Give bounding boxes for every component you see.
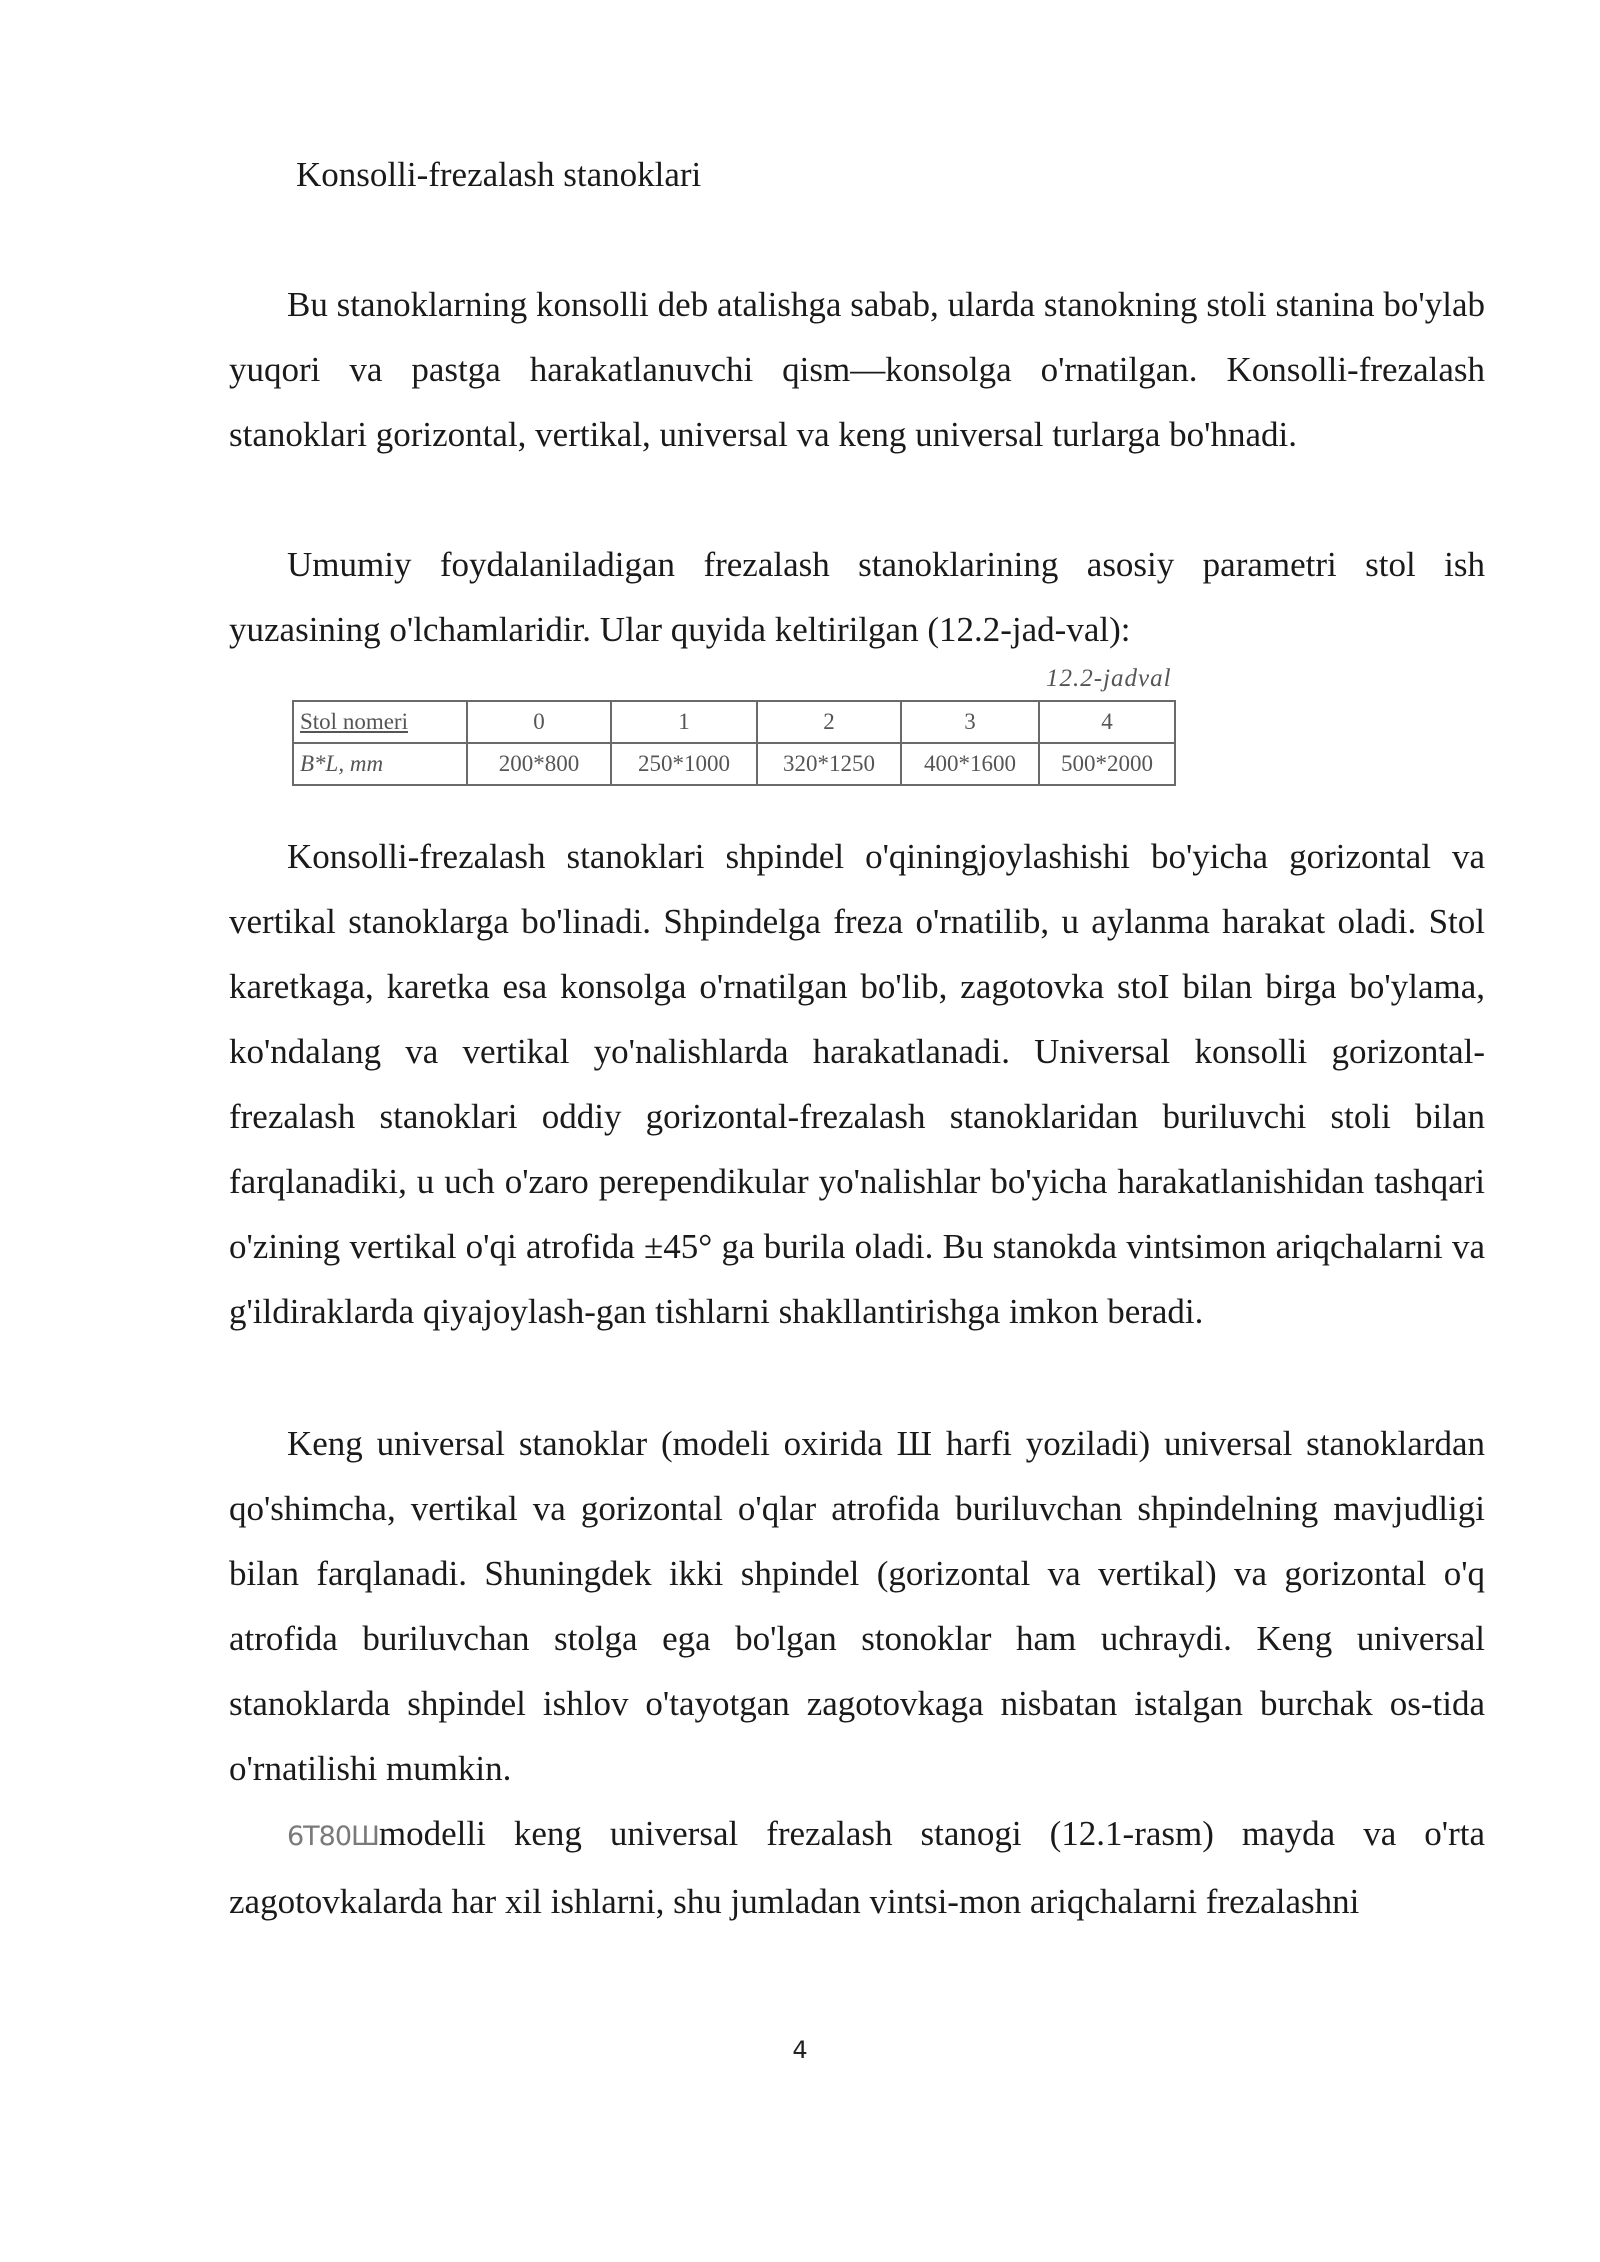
table-row [293, 743, 1175, 785]
section-heading: Konsolli-frezalash stanoklari [296, 155, 702, 194]
paragraph-wide-universal: Keng universal stanoklar (modeli oxirida Ш harfi yoziladi) universal stanoklardan qo'shimcha, vertikal va gorizontal o'qlar atrofida buriluvchan shpindelning mavjudligi bilan farqlanadi. Shuningdek ikki shpindel (gorizontal va vertikal) va gorizontal o'q atrofida buriluvchan stolga ega bo'lgan stonoklar ham uchraydi. Keng universal stanoklarda shpindel ishlov o'tayotgan zagotovkaga nisbatan istalgan burchak os-tida o'rnatilishi mumkin. [229, 1424, 1485, 1788]
table-cell: 250*1000 [611, 743, 757, 785]
table-cell: 320*1250 [757, 743, 901, 785]
table-column-header: 1 [611, 701, 757, 743]
table-header-row [293, 701, 1175, 743]
parameters-table [292, 700, 1176, 786]
paragraph-model-text: modelli keng universal frezalash stanogi (12.1-rasm) mayda va o'rta zagotovkalarda har xil ishlarni, shu jumladan vintsi-mon ariqchalarni frezalashni [229, 1814, 1485, 1921]
table-cell: 200*800 [467, 743, 611, 785]
table-cell: 400*1600 [901, 743, 1039, 785]
model-code: 6Т80Ш [287, 1821, 379, 1852]
table-column-header: 4 [1039, 701, 1175, 743]
paragraph-spindle: Konsolli-frezalash stanoklari shpindel o'qiningjoylashishi bo'yicha gorizontal va vertikal stanoklarga bo'linadi. Shpindelga freza o'rnatilib, u aylanma harakat oladi. Stol karetkaga, karetka esa konsolga o'rnatilgan bo'lib, zagotovka stoI bilan birga bo'ylama, ko'ndalang va vertikal yo'nalishlarda harakatlanadi. Universal konsolli gorizontal-frezalash stanoklari oddiy gorizontal-frezalash stanoklaridan buriluvchi stoli bilan farqlanadiki, u uch o'zaro perependikular yo'nalishlar bo'yicha harakatlanishidan tashqari o'zining vertikal o'qi atrofida ±45° ga burila oladi. Bu stanokda vintsimon ariqchalarni va g'ildiraklarda qiyajoylash-gan tishlarni shakllantirishga imkon beradi. [229, 837, 1485, 1331]
table-header-label: Stol nomeri [293, 701, 467, 743]
paragraph-model [229, 1801, 1485, 1934]
table-caption: 12.2-jadval [1046, 665, 1172, 692]
table-column-header: 0 [467, 701, 611, 743]
paragraph-parameters: Umumiy foydalaniladigan frezalash stanoklarining asosiy parametri stol ish yuzasining o'lchamlaridir. Ular quyida keltirilgan (12.2-jad-val): [229, 545, 1485, 649]
table-column-header: 3 [901, 701, 1039, 743]
paragraph-intro: Bu stanoklarning konsolli deb atalishga sabab, ularda stanokning stoli stanina bo'ylab yuqori va pastga harakatlanuvchi qism—konsolga o'rnatilgan. Konsolli-frezalash stanoklari gorizontal, vertikal, universal va keng universal turlarga bo'hnadi. [229, 285, 1485, 454]
table-column-header: 2 [757, 701, 901, 743]
table-row-label: B*L, mm [293, 743, 467, 785]
table-cell: 500*2000 [1039, 743, 1175, 785]
page-number: 4 [792, 2036, 808, 2064]
